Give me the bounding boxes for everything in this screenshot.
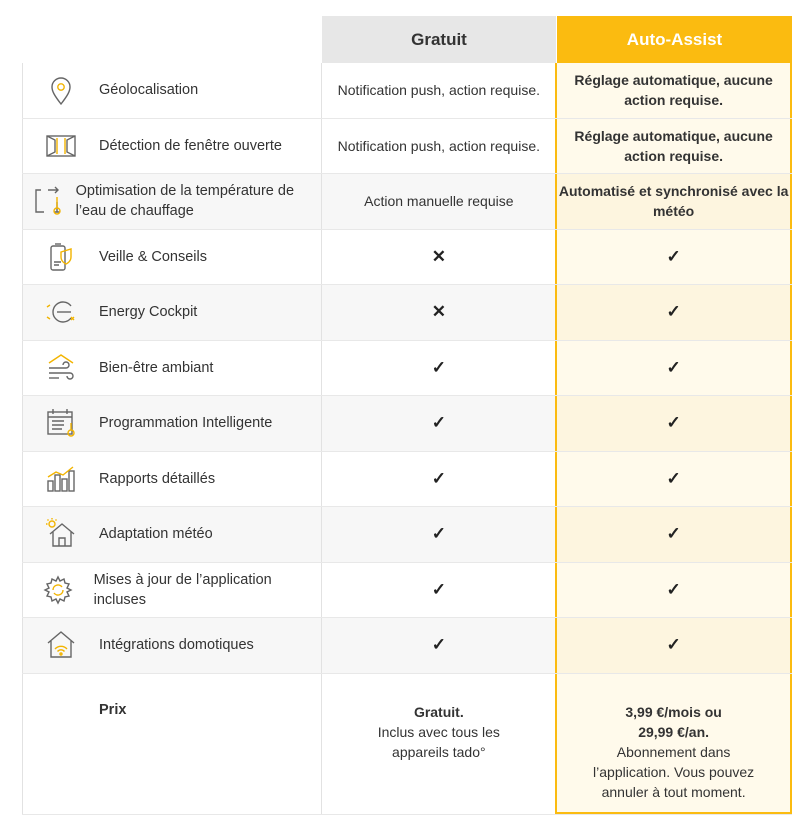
auto-price-desc: Abonnement dans l’application. Vous pouvez annuler à tout moment. xyxy=(593,743,755,800)
free-price xyxy=(321,674,555,814)
auto-value: Automatisé et synchronisé avec la météo xyxy=(555,174,792,229)
feature-label: Mises à jour de l’application incluses xyxy=(93,571,272,608)
check-icon: ✓ xyxy=(666,357,681,377)
check-icon: ✓ xyxy=(666,413,681,433)
cross-icon: ✕ xyxy=(431,302,446,322)
feature-label: Détection de fenêtre ouverte xyxy=(99,137,282,154)
check-icon: ✓ xyxy=(666,524,681,544)
feature-label: Bien-être ambiant xyxy=(99,359,214,376)
check-icon: ✓ xyxy=(666,635,681,655)
feature-label: Adaptation météo xyxy=(99,526,213,543)
check-icon: ✓ xyxy=(666,468,681,488)
comfort-icon xyxy=(23,351,99,385)
table-row xyxy=(22,563,792,619)
column-header-free: Gratuit xyxy=(322,16,556,63)
comparison-table xyxy=(22,63,792,815)
free-price-title: Gratuit. xyxy=(413,703,464,720)
open-window-icon xyxy=(23,129,99,163)
hot-water-icon xyxy=(23,184,76,218)
feature-label: Veille & Conseils xyxy=(99,248,207,265)
auto-price-title: 3,99 €/mois ou 29,99 €/an. xyxy=(625,703,722,740)
feature-label: Programmation Intelligente xyxy=(99,415,273,432)
column-header-auto-assist: Auto-Assist xyxy=(557,16,792,63)
feature-label: Géolocalisation xyxy=(99,82,199,99)
check-icon: ✓ xyxy=(431,357,446,377)
check-icon: ✓ xyxy=(431,579,446,599)
feature-label: Rapports détaillés xyxy=(99,470,216,487)
table-row xyxy=(22,618,792,674)
check-icon: ✓ xyxy=(666,302,681,322)
device-care-icon xyxy=(23,240,99,274)
feature-label: Energy Cockpit xyxy=(99,304,198,321)
smart-home-icon xyxy=(23,628,99,662)
table-row xyxy=(22,285,792,341)
check-icon: ✓ xyxy=(431,413,446,433)
calendar-icon xyxy=(23,406,99,440)
free-value: Notification push, action requise. xyxy=(321,63,555,118)
table-row xyxy=(22,230,792,286)
auto-value: Réglage automatique, aucune action requise. xyxy=(555,119,792,174)
check-icon: ✓ xyxy=(431,524,446,544)
auto-price xyxy=(555,674,792,814)
check-icon: ✓ xyxy=(666,246,681,266)
table-row xyxy=(22,63,792,119)
check-icon: ✓ xyxy=(666,579,681,599)
price-label: Prix xyxy=(99,701,127,718)
free-price-desc: Inclus avec tous les appareils tado° xyxy=(377,723,500,760)
auto-value: Réglage automatique, aucune action requise. xyxy=(555,63,792,118)
energy-icon xyxy=(23,295,99,329)
table-row xyxy=(22,396,792,452)
check-icon: ✓ xyxy=(431,635,446,655)
weather-house-icon xyxy=(23,517,99,551)
table-row xyxy=(22,507,792,563)
free-value: Notification push, action requise. xyxy=(321,119,555,174)
table-row xyxy=(22,174,792,230)
table-row xyxy=(22,341,792,397)
update-gear-icon xyxy=(23,573,94,607)
table-row xyxy=(22,452,792,508)
feature-label: Intégrations domotiques xyxy=(99,637,254,654)
free-value: Action manuelle requise xyxy=(321,174,555,229)
map-pin-icon xyxy=(23,73,99,107)
bar-chart-icon xyxy=(23,462,99,496)
cross-icon: ✕ xyxy=(431,246,446,266)
price-row xyxy=(22,674,792,815)
feature-label: Optimisation de la température de l’eau de chauffage xyxy=(75,183,295,220)
table-row xyxy=(22,119,792,175)
check-icon: ✓ xyxy=(431,468,446,488)
